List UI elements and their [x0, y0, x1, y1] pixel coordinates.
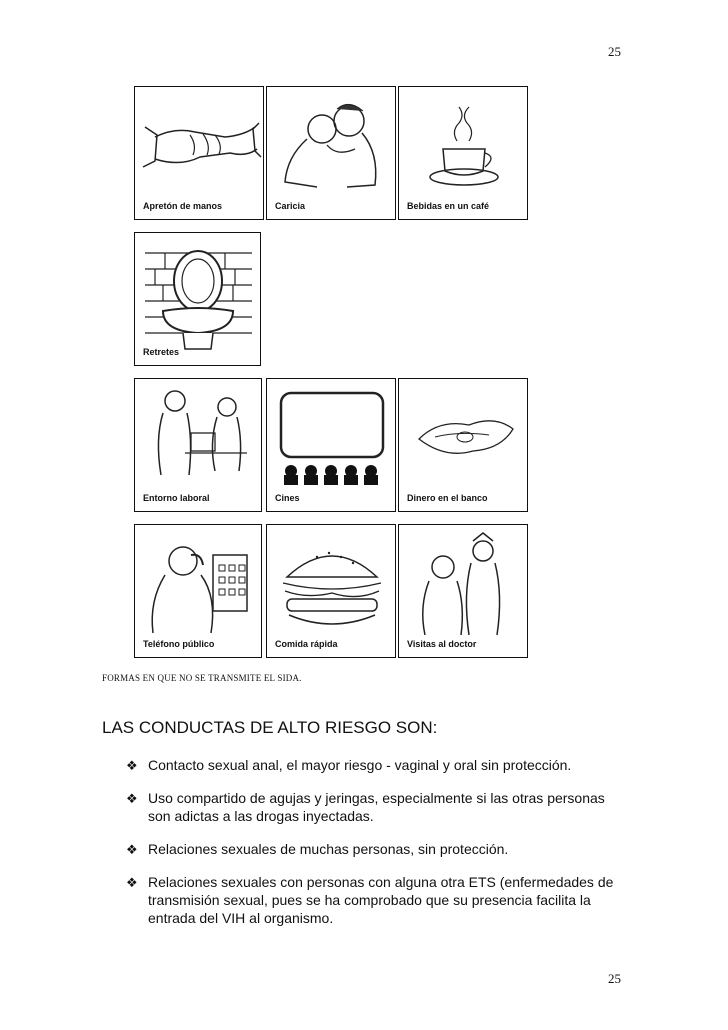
list-item [126, 873, 626, 927]
panel-toilet [134, 232, 261, 366]
caption-caress: Caricia [275, 201, 306, 211]
caption-phone: Teléfono público [143, 639, 215, 649]
panel-doctor [398, 524, 528, 658]
panel-cafe [398, 86, 528, 220]
caption-cafe: Bebidas en un café [407, 201, 490, 211]
list-item-text: Uso compartido de agujas y jeringas, especialmente si las otras personas son adictas a las drogas inyectadas. [148, 790, 605, 824]
list-item [126, 840, 626, 858]
diamond-bullet-icon: ❖ [126, 842, 138, 857]
risk-behaviors-list [126, 756, 626, 942]
panel-work [134, 378, 262, 512]
list-item-text: Relaciones sexuales con personas con alguna otra ETS (enfermedades de transmisión sexual, pues se ha comprobado que su presencia facilita la entrada del VIH al organismo. [148, 874, 614, 926]
caption-doctor: Visitas al doctor [407, 639, 477, 649]
panel-phone [134, 524, 262, 658]
list-item [126, 756, 626, 774]
panel-caress [266, 86, 396, 220]
list-item-text: Relaciones sexuales de muchas personas, sin protección. [148, 841, 509, 857]
caption-handshake: Apretón de manos [143, 201, 223, 211]
panel-handshake [134, 86, 264, 220]
page-number-bottom: 25 [608, 971, 621, 986]
figure-caption: FORMAS EN QUE NO SE TRANSMITE EL SIDA. [102, 673, 302, 683]
diamond-bullet-icon: ❖ [126, 875, 138, 890]
diamond-bullet-icon: ❖ [126, 791, 138, 806]
panel-fastfood [266, 524, 396, 658]
caption-work: Entorno laboral [143, 493, 210, 503]
caption-toilet: Retretes [143, 347, 180, 357]
list-item-text: Contacto sexual anal, el mayor riesgo - vaginal y oral sin protección. [148, 757, 572, 773]
section-title: LAS CONDUCTAS DE ALTO RIESGO SON: [102, 718, 438, 737]
diamond-bullet-icon: ❖ [126, 758, 138, 773]
list-item [126, 789, 626, 825]
panel-cinema [266, 378, 396, 512]
panel-bank [398, 378, 528, 512]
page-number-top: 25 [608, 44, 621, 59]
caption-fastfood: Comida rápida [275, 639, 338, 649]
caption-bank: Dinero en el banco [407, 493, 488, 503]
caption-cinema: Cines [275, 493, 300, 503]
